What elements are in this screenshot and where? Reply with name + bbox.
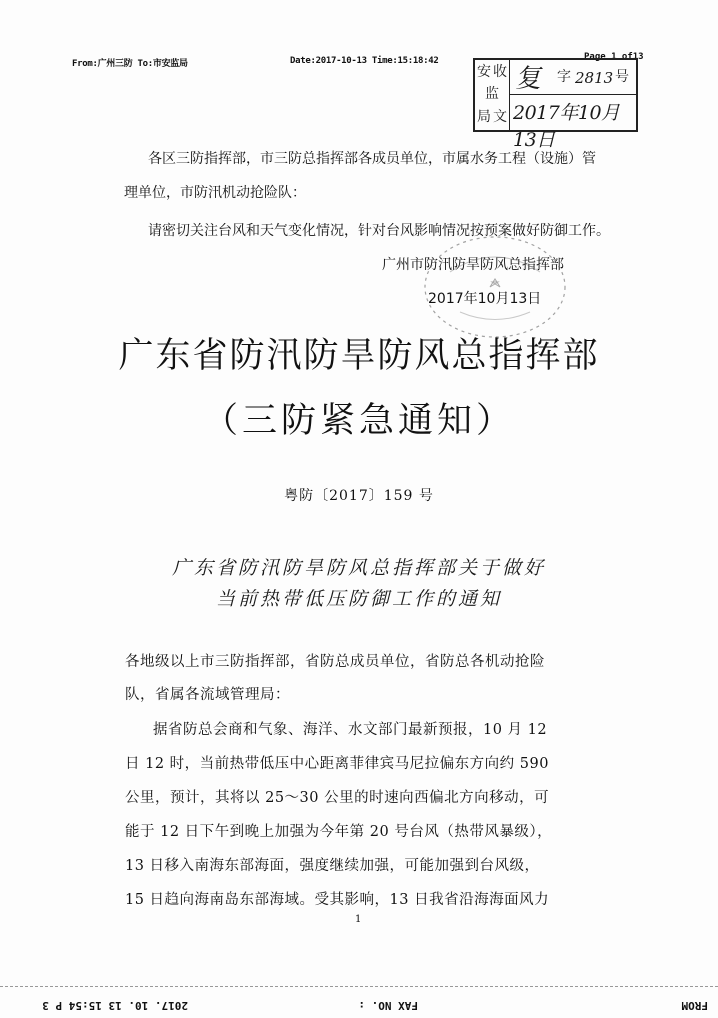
stamp-handwritten-date: 2017年10月13日 bbox=[513, 102, 620, 151]
body-line: 13 日移入南海东部海面，强度继续加强，可能加强到台风级， bbox=[125, 858, 540, 874]
stamp-handwritten-number: 2813 bbox=[575, 69, 614, 87]
cover-line-2: 理单位，市防汛机动抢险队： bbox=[124, 185, 306, 201]
fax-footer-fax-no: FAX NO. : bbox=[358, 999, 418, 1012]
cover-date: 2017年10月13日 bbox=[428, 291, 542, 307]
doc-type: （三防紧急通知） bbox=[202, 401, 515, 441]
fax-date: Date:2017-10-13 Time:15:18:42 bbox=[290, 56, 439, 66]
stamp-label-jian: 监 bbox=[485, 86, 499, 102]
fax-footer-datetime: 2017. 10. 13 15:54 P 3 bbox=[42, 999, 188, 1012]
org-title: 广东省防汛防旱防风总指挥部 bbox=[118, 336, 600, 376]
fax-from: From:广州三防 To:市安监局 bbox=[72, 59, 188, 69]
cover-line-3: 请密切关注台风和天气变化情况，针对台风影响情况按预案做好防御工作。 bbox=[148, 223, 610, 239]
fax-footer-from: FROM bbox=[681, 999, 708, 1012]
stamp-label-an: 安 bbox=[477, 64, 491, 80]
body-line: 公里，预计，其将以 25～30 公里的时速向西偏北方向移动，可 bbox=[125, 790, 550, 806]
body-line: 15 日趋向海南岛东部海域。受其影响，13 日我省沿海海面风力 bbox=[125, 892, 550, 908]
body-line: 队，省属各流域管理局： bbox=[125, 687, 290, 703]
cover-signature: 广州市防汛防旱防风总指挥部 bbox=[382, 257, 564, 273]
stamp-label-wen: 文 bbox=[493, 109, 507, 125]
page-number: 1 bbox=[355, 914, 362, 925]
stamp-label-zi: 字 bbox=[557, 69, 571, 85]
receipt-stamp bbox=[473, 58, 638, 151]
stamp-handwritten-fu: 复 bbox=[515, 64, 542, 94]
stamp-label-ju: 局 bbox=[477, 109, 491, 125]
seal-stamp-icon bbox=[420, 232, 570, 342]
fax-footer bbox=[0, 990, 718, 1018]
stamp-label-hao: 号 bbox=[615, 69, 629, 85]
body-line: 日 12 时，当前热带低压中心距离菲律宾马尼拉偏东方向约 590 bbox=[125, 756, 549, 772]
doc-number: 粤防〔2017〕159 号 bbox=[284, 488, 434, 504]
notice-title-line-2: 当前热带低压防御工作的通知 bbox=[215, 588, 502, 610]
cover-line-1: 各区三防指挥部，市三防总指挥部各成员单位，市属水务工程（设施）管 bbox=[148, 151, 596, 167]
body-line: 各地级以上市三防指挥部，省防总成员单位，省防总各机动抢险 bbox=[125, 654, 545, 670]
stamp-label-shou: 收 bbox=[493, 64, 507, 80]
notice-title-line-1: 广东省防汛防旱防风总指挥部关于做好 bbox=[171, 557, 546, 579]
body-line: 能于 12 日下午到晚上加强为今年第 20 号台风（热带风暴级）， bbox=[125, 824, 553, 840]
page-indicator: Page 1 of13 bbox=[584, 52, 644, 62]
body-line: 据省防总会商和气象、海洋、水文部门最新预报，10 月 12 bbox=[123, 722, 548, 738]
